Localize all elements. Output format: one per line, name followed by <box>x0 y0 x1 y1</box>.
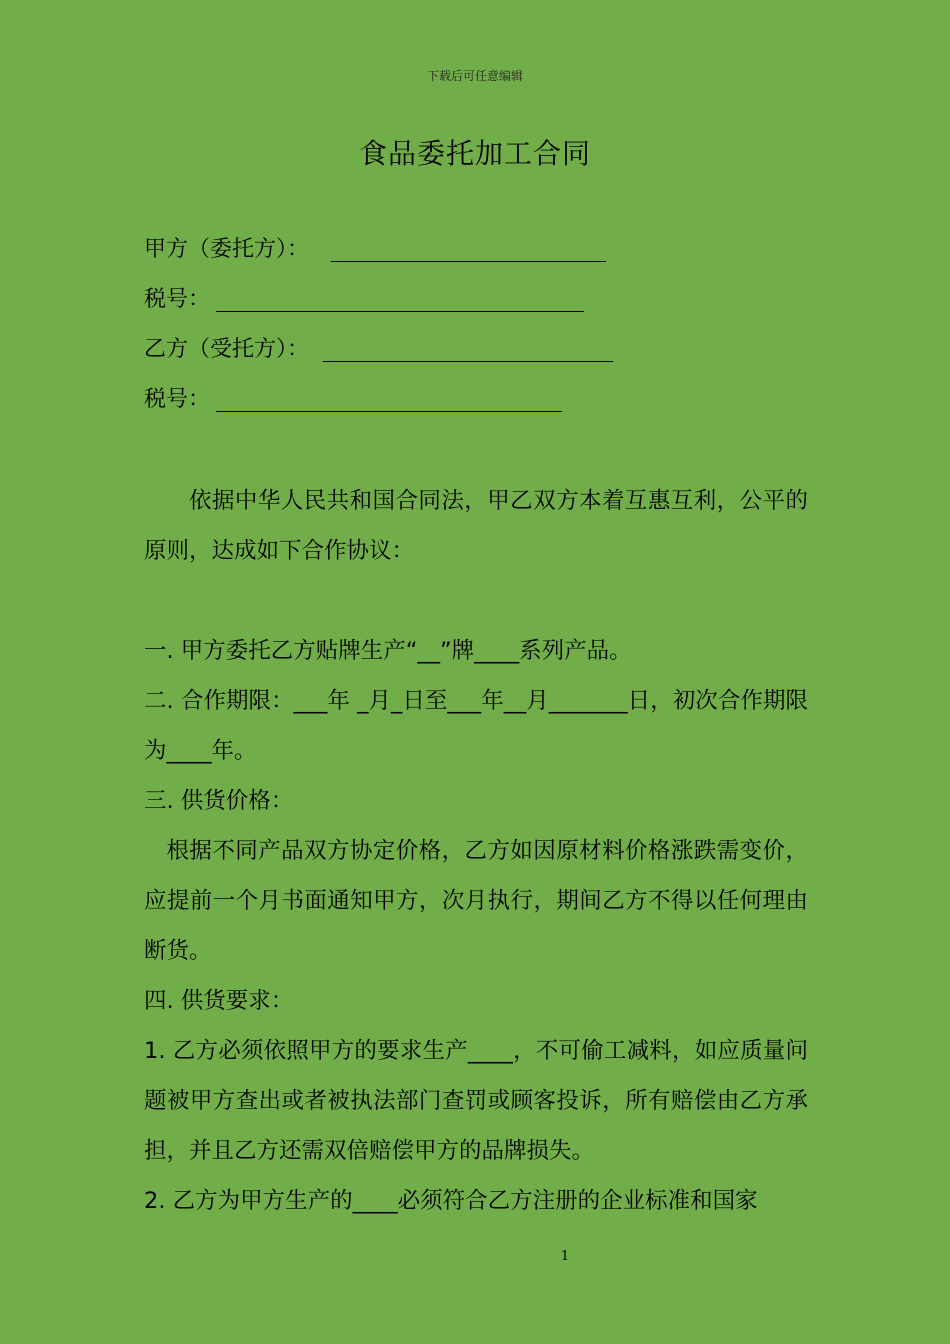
paragraph-spacer <box>144 576 808 626</box>
party-a-line <box>144 228 824 278</box>
party-b-tax-line <box>144 378 824 428</box>
page-number: 1 <box>560 1249 570 1264</box>
clause-3-body: 根据不同产品双方协定价格，乙方如因原材料价格涨跌需变价，应提前一个月书面通知甲方，次月执行，期间乙方不得以任何理由断货。 <box>144 838 808 964</box>
party-a-tax-line <box>144 278 824 328</box>
document-title: 食品委托加工合同 <box>358 137 591 170</box>
party-b-label: 乙方（受托方）： <box>144 337 310 362</box>
party-a-tax-blank <box>216 281 584 312</box>
party-b-tax-label: 税号： <box>144 387 211 412</box>
party-a-blank <box>331 231 606 262</box>
party-b-tax-blank <box>216 381 562 412</box>
party-a-tax-label: 税号： <box>144 287 211 312</box>
header-note: 下载后可任意编辑 <box>426 69 523 83</box>
clause-4-item-2: 2. 乙方为甲方生产的____必须符合乙方注册的企业标准和国家 <box>144 1188 758 1214</box>
clause-3-title: 三. 供货价格： <box>144 788 294 814</box>
contract-body <box>144 476 808 1226</box>
clause-2: 二. 合作期限：___年 _月_日至___年__月_______日，初次合作期限为____年。 <box>144 688 808 764</box>
intro-paragraph: 依据中华人民共和国合同法，甲乙双方本着互惠互利，公平的原则，达成如下合作协议： <box>144 488 808 564</box>
party-info-block <box>144 228 824 428</box>
clause-4-title: 四. 供货要求： <box>144 988 294 1014</box>
clause-4-item-1: 1. 乙方必须依照甲方的要求生产____，不可偷工减料，如应质量问题被甲方查出或者被执法部门查罚或顾客投诉，所有赔偿由乙方承担，并且乙方还需双倍赔偿甲方的品牌损失。 <box>144 1038 808 1164</box>
party-b-blank <box>323 331 613 362</box>
party-a-label: 甲方（委托方）： <box>144 237 310 262</box>
party-b-line <box>144 328 824 378</box>
clause-1: 一. 甲方委托乙方贴牌生产“__”牌____系列产品。 <box>144 638 632 664</box>
